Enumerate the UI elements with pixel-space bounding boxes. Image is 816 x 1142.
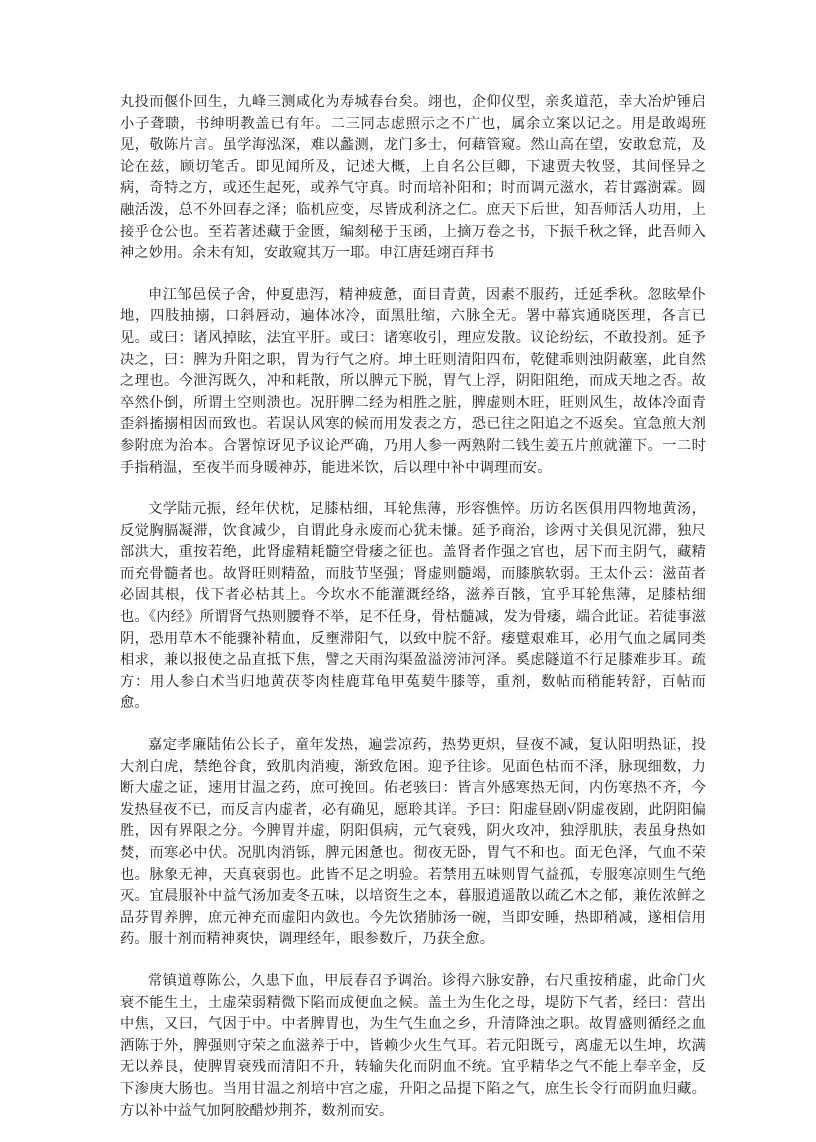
- document-page: [120, 92, 706, 1142]
- case-paragraph-zou: 申江邹邑侯子舍，仲夏患泻，精神疲惫，面目青黄，因素不服药，迁延季秋。忽眩晕仆地，四肢抽搦，口斜唇动，遍体冰冷，面黑肚缩，六脉全无。署中幕宾通晓医理，各言已见。或曰：诸风掉眩，法宜平肝。或曰：诸寒收引，理应发散。议论纷纭，不敢投剂。延予决之，曰：脾为升阳之职，胃为行气之府。坤土旺则清阳四布，乾健乖则浊阴蔽塞，此自然之理也。今泄泻既久，冲和耗散，所以脾元下脱，胃气上浮，阴阳阻绝，而成天地之否。故卒然仆倒，所谓土空则溃也。况肝脾二经为相胜之脏，脾虚则木旺，旺则风生，故体冷面青歪斜搐搦相因而致也。若误认风寒的候而用发表之方，恐已往之阳追之不返矣。宜急煎大剂参附庶为治本。合署惊讶见予议论严确，乃用人参一两熟附二钱生姜五片煎就灌下。一二时手指稍温，至夜半而身暖神苏，能进米饮，后以理中补中调理而安。: [120, 286, 706, 476]
- case-paragraph-lu-yuanzhen: 文学陆元振，经年伏枕，足膝枯细，耳轮焦薄，形容憔悴。历访名医俱用四物地黄汤，反觉胸膈凝滞，饮食减少，自谓此身永废而心犹未慊。延予商治，诊两寸关俱见沉滞，独尺部洪大，重按若绝，此肾虚精耗髓空骨痿之征也。盖肾者作强之官也，居下而主阴气，藏精而充骨髓者也。故肾旺则精盈，而肢节坚强；肾虚则髓竭，而膝膑软弱。王太仆云：滋苗者必固其根，伐下者必枯其上。今坎水不能灌溉经络，滋养百骸，宜乎耳轮焦薄，足膝枯细也。《内经》所谓肾气热则腰脊不举，足不任身，骨枯髓减，发为骨痿，端合此证。若徒事滋阴，恐用草木不能骤补精血，反壅滞阳气，以致中脘不舒。痿躄艰难耳，必用气血之属同类相求，兼以报使之品直抵下焦，譬之天雨沟渠盈溢滂沛河泽。奚虑隧道不行足膝难步耳。疏方：用人参白术当归地黄茯苓肉桂鹿茸龟甲菟葜牛膝等，重剂，数帖而稍能转舒，百帖而愈。: [120, 501, 706, 712]
- case-paragraph-chen: 常镇道尊陈公，久患下血，甲辰春召予调治。诊得六脉安静，右尺重按稍虚，此命门火衰不能生土，土虚荣弱精微下陷而成便血之候。盖土为生化之母，堤防下气者，经曰：营出中焦，又曰，气因于中。中者脾胃也，为生气生血之乡，升清降浊之职。故胃盛则循经之血洒陈于外，脾强则守荣之血滋养于中，皆赖少火生气耳。若元阳既亏，离虚无以生坤，坎满无以养艮，使脾胃衰残而清阳不升，转输失化而阴血不统。宜乎精华之气不能上奉辛金，反下渗庚大肠也。当用甘温之剂培中宫之虚，升阳之品提下陷之气，庶生长令行而阴血归藏。方以补中益气加阿胶醋炒荆芥，数剂而安。: [120, 972, 706, 1119]
- preface-paragraph: 丸投而偃仆回生，九峰三测咸化为寿城春台矣。翊也，企仰仪型，亲炙道范，幸大冶炉锤启小子聋聩，书绅明教盖已有年。二三同志虑照示之不广也，属余立案以记之。用是敢竭班见，敬陈片言。虽学海泓深，难以蠡测，龙门多士，何藉管窥。然山高在望，安敢怠荒，及论在兹，顾切笔舌。即见闻所及，记述大概，上自名公巨卿，下逮贾夫牧竖，其间怪异之病，奇特之方，或还生起死，或养气守真。时而培补阳和；时而调元滋水，若甘露澍霖。圆融活泼，总不外回春之泽；临机应变，尽皆成利济之仁。庶天下后世，知吾师活人功用，上接乎仓公也。至若著述藏于金匮，编刻秘于玉函，上摘万卷之书，下振千秋之铎，此吾师入神之妙用。余未有知，安敢窥其万一耶。申江唐廷翊百拜书: [120, 94, 706, 262]
- case-paragraph-lu-yougong: 嘉定孝廉陆佑公长子，童年发热，遍尝凉药，热势更炽，昼夜不减，复认阳明热证，投大剂白虎，禁绝谷食，致肌肉消瘦，渐致危困。迎予往诊。见面色枯而不泽，脉现细数，力断大虚之证，速用甘温之药，庶可挽回。佑老骇曰：皆言外感寒热无间，内伤寒热不齐，今发热昼夜不已，而反言内虚者，必有确见，愿聆其详。予曰：阳虚昼剧√阴虚夜剧，此阴阳偏胜，因有界限之分。今脾胃并虚，阴阳俱病，元气衰残，阴火攻冲，独浮肌肤，表虽身热如焚，而寒必中伏。况肌肉消铄，脾元困惫也。彻夜无卧，胃气不和也。面无色泽，气血不荣也。脉象无神，天真衰弱也。此皆不足之明验。若禁用五味则胃气益孤，专服寒凉则生气绝灭。宜晨服补中益气汤加麦冬五味，以培资生之本，暮服逍遥散以疏乙木之郁，兼佐浓鲜之品芬胃养脾，庶元神充而虚阳内敛也。今先饮猪肺汤一碗，当即安睡，热即稍减，遂相信用药。服十剂而精神爽快，调理经年，眼参数斤，乃获全愈。: [120, 737, 706, 948]
